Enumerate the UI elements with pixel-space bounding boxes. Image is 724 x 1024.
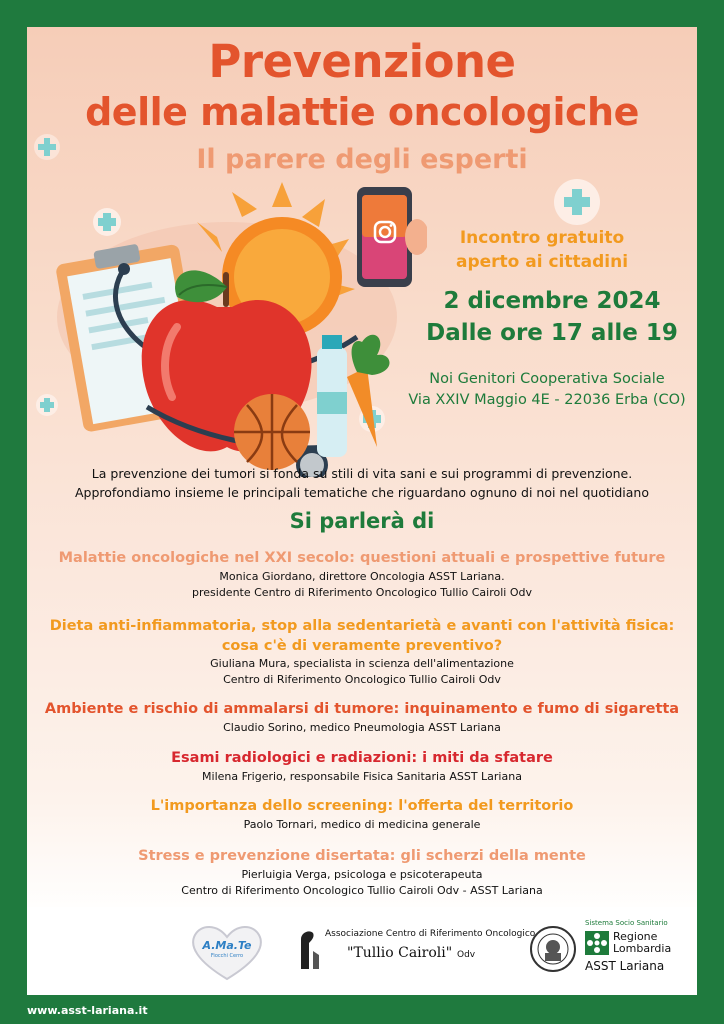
topic-speaker: Milena Frigerio, responsabile Fisica Sanitaria ASST Lariana [202, 769, 522, 783]
regione-2: Lombardia [613, 942, 672, 955]
poster [27, 27, 697, 995]
event-datetime [407, 285, 697, 349]
event-date: 2 dicembre 2024 [443, 288, 661, 314]
event-venue [392, 369, 697, 411]
topic-6 [27, 847, 697, 898]
assoc-suffix: Odv [457, 950, 476, 960]
topic-affiliation: Centro di Riferimento Oncologico Tullio Cairoli Odv - ASST Lariana [181, 883, 543, 897]
bust-logo-icon [297, 929, 319, 969]
topic-2 [27, 617, 697, 688]
topic-affiliation: Centro di Riferimento Oncologico Tullio Cairoli Odv [223, 673, 501, 687]
lombardia-cross-icon [585, 931, 609, 955]
plus-cross-icon [32, 132, 62, 162]
topic-5 [27, 797, 697, 833]
amate-logo [187, 921, 267, 983]
free-event-note [427, 227, 657, 275]
topic-speaker: Claudio Sorino, medico Pneumologia ASST Lariana [223, 720, 501, 734]
topic-speaker: Pierluigia Verga, psicologa e psicoterapeuta [241, 867, 483, 881]
asst-lariana-logo [527, 919, 687, 985]
topic-title: L'importanza dello screening: l'offerta del territorio [150, 798, 574, 814]
water-bottle-icon [317, 335, 347, 457]
assoc-name: "Tullio Cairoli" [347, 945, 453, 961]
amate-text: A.Ma.Te [202, 939, 252, 952]
regione-1: Regione [613, 930, 658, 943]
topic-3 [27, 700, 697, 736]
basketball-icon [234, 394, 310, 470]
topic-4 [27, 749, 697, 785]
free-line-1: Incontro gratuito [459, 228, 625, 248]
footer-logos [27, 907, 697, 995]
free-line-2: aperto ai cittadini [455, 251, 629, 272]
section-title: Si parlerà di [289, 509, 435, 533]
subtitle: Il parere degli esperti [196, 144, 528, 175]
topic-title: Dieta anti-infiammatoria, stop alla sedentarietà e avanti con l'attività fisica: [49, 618, 675, 634]
plus-cross-icon [552, 177, 602, 227]
plus-cross-icon [93, 208, 121, 236]
seal-logo-icon [529, 925, 577, 973]
sistema-label: Sistema Socio Sanitario [585, 919, 668, 927]
topic-speaker: Monica Giordano, direttore Oncologia ASST Lariana. [219, 569, 505, 583]
topic-speaker: Paolo Tornari, medico di medicina generale [243, 817, 481, 831]
tullio-cairoli-logo [297, 925, 537, 975]
topic-speaker: Giuliana Mura, specialista in scienza dell'alimentazione [210, 657, 514, 671]
assoc-line: Associazione Centro di Riferimento Oncologico [325, 929, 536, 939]
topic-affiliation: presidente Centro di Riferimento Oncologico Tullio Cairoli Odv [192, 585, 532, 599]
event-time: Dalle ore 17 alle 19 [426, 320, 678, 347]
topic-title: Malattie oncologiche nel XXI secolo: questioni attuali e prospettive future [58, 550, 666, 566]
health-illustration [27, 177, 427, 477]
venue-line-2: Via XXIV Maggio 4E - 22036 Erba (CO) [408, 392, 686, 409]
smartphone-icon [357, 187, 427, 287]
topic-title: Stress e prevenzione disertata: gli scherzi della mente [138, 848, 586, 864]
title-line-1: Prevenzione [208, 35, 516, 88]
intro-text [27, 465, 697, 503]
asst-label: ASST Lariana [585, 959, 665, 973]
heart-logo-icon [187, 921, 267, 983]
website-link[interactable]: www.asst-lariana.it [27, 1004, 148, 1017]
intro-line-2: Approfondiamo insieme le principali tematiche che riguardano ognuno di noi nel quotidiano [75, 484, 649, 500]
topic-title-cont: cosa c'è di veramente preventivo? [221, 637, 503, 654]
topic-title: Ambiente e rischio di ammalarsi di tumore: inquinamento e fumo di sigaretta [44, 701, 680, 717]
venue-line-1: Noi Genitori Cooperativa Sociale [429, 371, 665, 387]
title-line-2: delle malattie oncologiche [85, 90, 639, 134]
plus-cross-icon [36, 394, 58, 416]
intro-line-1: La prevenzione dei tumori si fonda su stili di vita sani e sui programmi di prevenzione. [91, 466, 633, 481]
amate-sub: Fiocchi Cerro [210, 953, 244, 959]
topic-1 [27, 549, 697, 600]
topic-title: Esami radiologici e radiazioni: i miti da sfatare [171, 750, 553, 766]
